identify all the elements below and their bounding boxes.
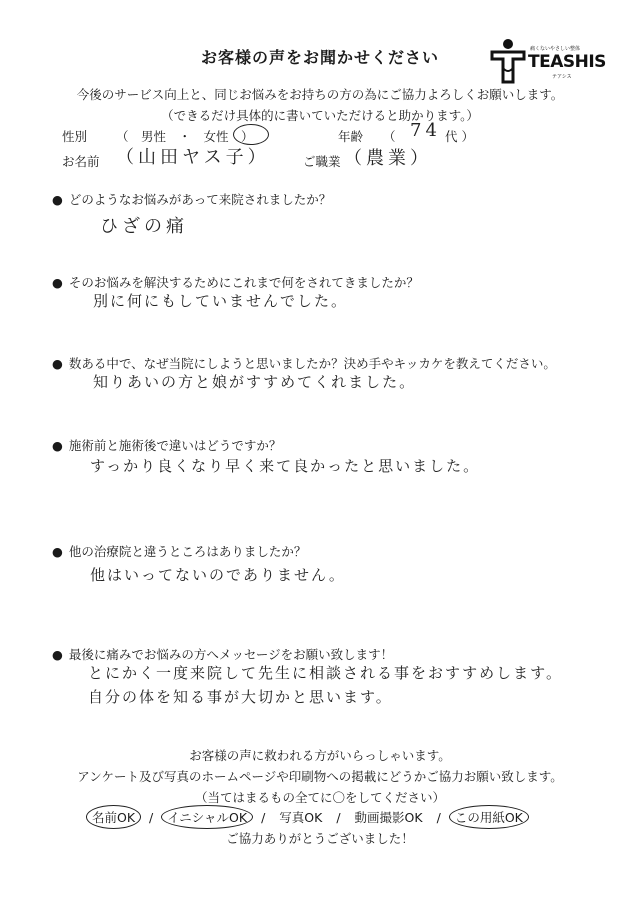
logo-kana: テアシス (552, 74, 572, 80)
question-3: ● 数ある中で、なぜ当院にしようと思いましたか？決め手やキッカケを教えてください。 (52, 356, 556, 371)
bullet: ● (52, 192, 63, 207)
answer-5: 他はいってないのでありません。 (90, 566, 346, 584)
bullet: ● (52, 438, 63, 453)
answer-6-line-2: 自分の体を知る事が大切かと思います。 (88, 688, 393, 706)
thanks-text: ご協力ありがとうございました！ (226, 831, 414, 846)
teashis-logo (490, 38, 606, 86)
question-4: ● 施術前と施術後で違いはどうですか？ (52, 438, 282, 453)
option-initial-ok[interactable]: イニシャルOK (167, 808, 247, 826)
answer-4: すっかり良くなり早く来て良かったと思いました。 (90, 457, 481, 475)
separator: / (149, 810, 154, 825)
answer-3: 知りあいの方と娘がすすめてくれました。 (93, 373, 417, 391)
bullet: ● (52, 275, 63, 290)
selected-circle (86, 805, 141, 829)
name-label: お名前 (62, 154, 100, 169)
question-6: ● 最後に痛みでお悩みの方へメッセージをお願い致します！ (52, 647, 394, 662)
age-open-paren: （ (383, 129, 396, 144)
footer-line-2: アンケート及び写真のホームページや印刷物への掲載にどうかご協力お願い致します。 (77, 769, 563, 784)
logo-tagline: 痛くないやさしい整体 (530, 46, 581, 52)
job-label: ご職業 (303, 154, 341, 169)
intro-line-1: 今後のサービス向上と、同じお悩みをお持ちの方の為にご協力よろしくお願いします。 (76, 87, 564, 102)
footer-line-3: （当てはまるもの全てに〇をしてください） (194, 790, 445, 805)
answer-6-line-1: とにかく一度来院して先生に相談される事をおすすめします。 (88, 664, 563, 682)
bullet: ● (52, 356, 63, 371)
person-logo-icon (490, 38, 526, 84)
logo-text: TEASHIS (528, 52, 606, 72)
option-this-form-ok[interactable]: この用紙OK (455, 808, 523, 826)
question-1: ● どのようなお悩みがあって来院されましたか？ (52, 192, 332, 207)
gender-selected-circle (233, 124, 269, 145)
footer-line-1: お客様の声に救われる方がいらっしゃいます。 (189, 748, 451, 763)
page-title: お客様の声をお聞かせください (200, 48, 439, 67)
option-video-ok[interactable]: 動画撮影OK (354, 810, 423, 825)
option-photo-ok[interactable]: 写真OK (279, 810, 323, 825)
option-name-ok[interactable]: 名前OK (92, 808, 135, 826)
bullet: ● (52, 647, 63, 662)
job-value: （農業） (344, 148, 432, 169)
question-5: ● 他の治療院と違うところはありましたか？ (52, 544, 307, 559)
separator: / (436, 810, 441, 825)
answer-2: 別に何にもしていませんでした。 (93, 292, 349, 310)
age-label: 年齢 (338, 129, 364, 144)
consent-options (92, 808, 523, 826)
separator: / (336, 810, 341, 825)
bullet: ● (52, 544, 63, 559)
separator: / (261, 810, 266, 825)
answer-1: ひざの痛 (100, 216, 188, 237)
selected-circle (161, 805, 253, 829)
question-2: ● そのお悩みを解決するためにこれまで何をされてきましたか？ (52, 275, 419, 290)
gender-options: （ 男性 ・ 女性 ） (116, 129, 254, 144)
age-unit: 代 ） (445, 129, 474, 144)
age-value: 74 (410, 120, 441, 141)
intro-line-2: （できるだけ具体的に書いていただけると助かります。） (161, 108, 479, 123)
name-value: （山田ヤス子） (116, 147, 270, 168)
selected-circle (449, 805, 529, 829)
gender-label: 性別 (62, 129, 88, 144)
